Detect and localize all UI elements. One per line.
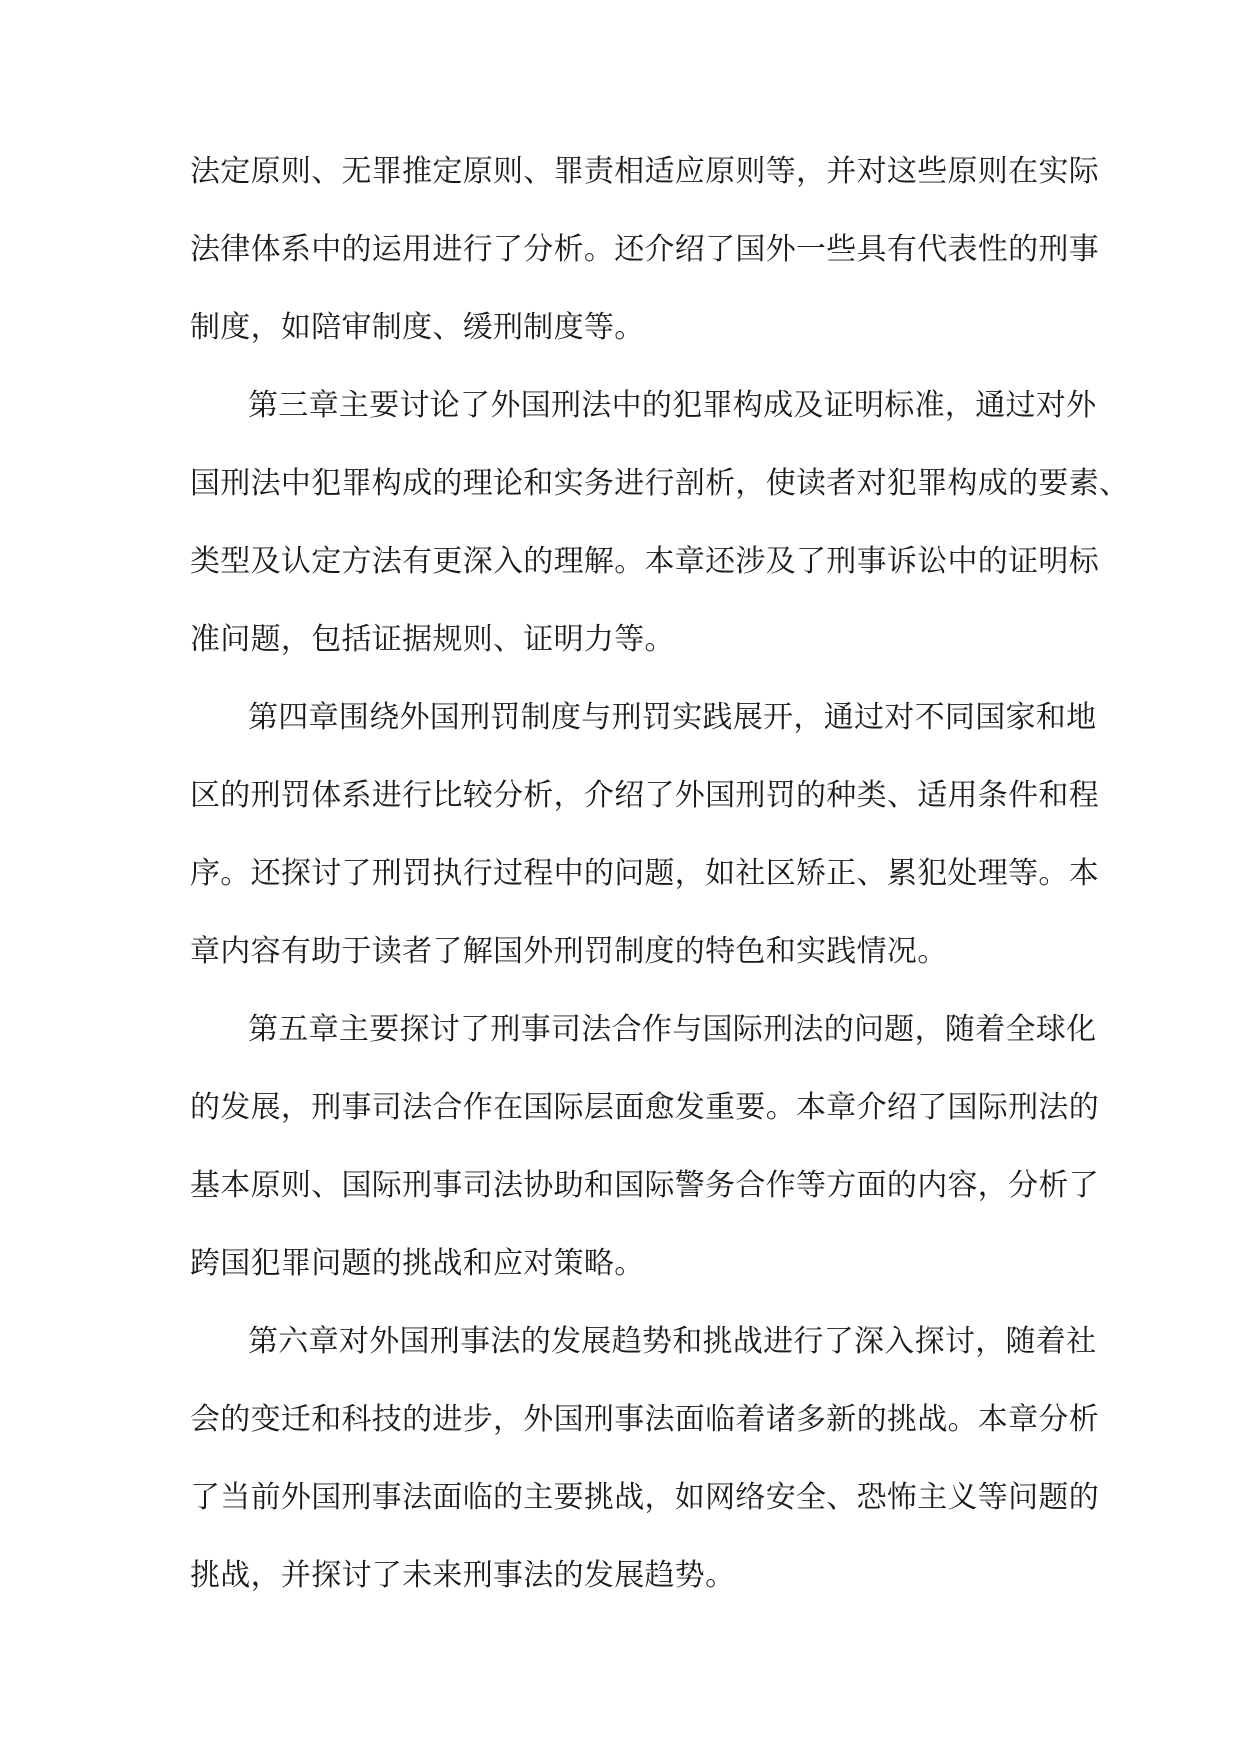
paragraph-chapter-three [190, 367, 1130, 679]
text-line: 会的变迁和科技的进步，外国刑事法面临着诸多新的挑战。本章分析 [190, 1402, 1099, 1437]
text-line: 章内容有助于读者了解国外刑罚制度的特色和实践情况。 [190, 934, 948, 969]
text-line: 制度，如陪审制度、缓刑制度等。 [190, 310, 645, 345]
paragraph-chapter-six [190, 1303, 1099, 1615]
text-line: 挑战，并探讨了未来刑事法的发展趋势。 [190, 1558, 736, 1593]
text-line-first: 第六章对外国刑事法的发展趋势和挑战进行了深入探讨，随着社 [248, 1324, 1097, 1359]
text-line: 了当前外国刑事法面临的主要挑战，如网络安全、恐怖主义等问题的 [190, 1480, 1099, 1515]
text-line: 准问题，包括证据规则、证明力等。 [190, 622, 675, 657]
paragraph-chapter-five [190, 991, 1099, 1303]
document-body [190, 133, 1130, 1615]
text-line: 跨国犯罪问题的挑战和应对策略。 [190, 1246, 645, 1281]
text-line: 类型及认定方法有更深入的理解。本章还涉及了刑事诉讼中的证明标 [190, 544, 1099, 579]
text-line: 区的刑罚体系进行比较分析，介绍了外国刑罚的种类、适用条件和程 [190, 778, 1099, 813]
text-line: 基本原则、国际刑事司法协助和国际警务合作等方面的内容，分析了 [190, 1168, 1099, 1203]
text-line-first: 第四章围绕外国刑罚制度与刑罚实践展开，通过对不同国家和地 [248, 700, 1097, 735]
paragraph-chapter-four [190, 679, 1099, 991]
text-line: 的发展，刑事司法合作在国际层面愈发重要。本章介绍了国际刑法的 [190, 1090, 1099, 1125]
text-line: 序。还探讨了刑罚执行过程中的问题，如社区矫正、累犯处理等。本 [190, 856, 1099, 891]
paragraph-principles-continued [190, 133, 1099, 367]
text-line-first: 第三章主要讨论了外国刑法中的犯罪构成及证明标准，通过对外 [248, 388, 1097, 423]
text-line: 国刑法中犯罪构成的理论和实务进行剖析，使读者对犯罪构成的要素、 [190, 466, 1130, 501]
text-line-first: 第五章主要探讨了刑事司法合作与国际刑法的问题，随着全球化 [248, 1012, 1097, 1047]
text-line: 法定原则、无罪推定原则、罪责相适应原则等，并对这些原则在实际 [190, 154, 1099, 189]
text-line: 法律体系中的运用进行了分析。还介绍了国外一些具有代表性的刑事 [190, 232, 1099, 267]
